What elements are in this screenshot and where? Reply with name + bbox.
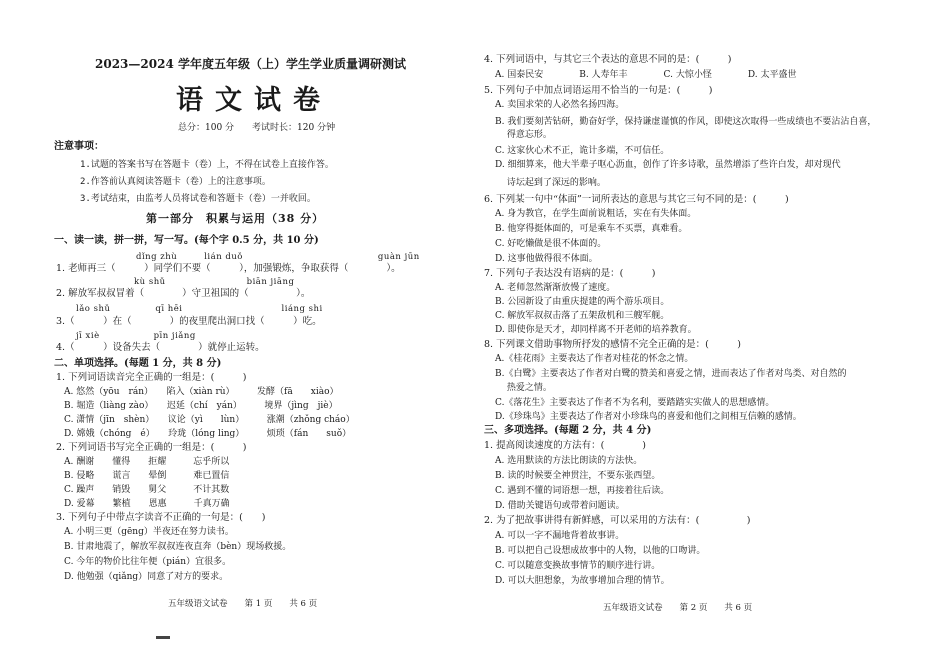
pinyin-line: lǎo shǔ qī hēi liáng shi bbox=[76, 304, 323, 314]
option-line: C. 躁声 销毁 舅父 不计其数 bbox=[64, 485, 230, 495]
option-line: C. 潇情（jīn shèn） 议论（yì lùn） 涨潮（zhǒng cháo） bbox=[64, 415, 355, 425]
section-one-heading: 一、读一读，拼一拼，写一写。(每个字 0.5 分，共 10 分) bbox=[54, 235, 319, 246]
option-line: D. 这事他做得很不体面。 bbox=[495, 254, 598, 264]
option-line: B. 侵略 谎言 晕倒 难已置信 bbox=[64, 471, 230, 481]
option-line: B. 我们要刻苦钻研，勤奋好学，保持谦虚谨慎的作风，即使这次取得一些成绩也不要沾沾自喜， bbox=[495, 117, 877, 127]
section-three-heading: 三、多项选择。(每题 2 分，共 4 分) bbox=[484, 425, 652, 436]
option-line: D. 他勉强（qiǎng）同意了对方的要求。 bbox=[64, 572, 229, 582]
option-line: D. 细细算来，他大半辈子呕心沥血，创作了许多诗歌，虽然增添了些许白发，却对现代 bbox=[495, 160, 841, 170]
section-two-heading: 二、单项选择。(每题 1 分，共 8 分) bbox=[54, 358, 222, 369]
option-line: C.《落花生》主要表达了作者不为名利，要踏踏实实做人的思想感情。 bbox=[495, 398, 775, 408]
exam-page-2 bbox=[475, 0, 950, 672]
option-line: 得意忘形。 bbox=[495, 130, 552, 140]
fill-question: 2. 解放军叔叔冒着（ ）守卫祖国的（ ）。 bbox=[56, 288, 311, 299]
fill-question: 1. 老师再三（ ）同学们不要（ ），加强锻炼，争取获得（ ）。 bbox=[56, 263, 401, 274]
option-line: B. 堀造（liàng zào） 迟延（chí yán） 境界（jìng jiè） bbox=[64, 401, 338, 411]
subject-title: 语文试卷 bbox=[176, 85, 332, 116]
option-line: A. 酬谢 懂得 拒耀 忘乎所以 bbox=[64, 457, 230, 467]
page-footer: 五年级语文试卷 第 2 页 共 6 页 bbox=[603, 603, 753, 613]
option-line: 诗坛起到了深远的影响。 bbox=[495, 178, 606, 188]
page-footer: 五年级语文试卷 第 1 页 共 6 页 bbox=[168, 599, 318, 609]
pinyin-line: dǐng zhù lián duǒ guàn jūn bbox=[136, 252, 420, 262]
option-line: A. 选用默读的方法比朗读的方法快。 bbox=[495, 456, 643, 466]
pinyin-line: jī xiè pīn jiǎng bbox=[76, 331, 196, 341]
fill-question: 3.（ ）在（ ）的夜里爬出洞口找（ ）吃。 bbox=[56, 316, 322, 327]
option-line: B.《白鹭》主要表达了作者对白鹭的赞美和喜爱之情，进而表达了作者对鸟类、对自然的 bbox=[495, 369, 847, 379]
question-stem: 2. 为了把故事讲得有新鲜感，可以采用的方法有：( ) bbox=[484, 515, 751, 526]
question-stem: 7. 下列句子表达没有语病的是：( ) bbox=[484, 268, 656, 279]
option-line: C. 今年的物价比往年便（pián）宜很多。 bbox=[64, 557, 232, 567]
question-stem: 3. 下列句子中带点字读音不正确的一句是：( ) bbox=[56, 512, 266, 523]
option-line: A. 国泰民安 B. 人寿年丰 C. 大惊小怪 D. 太平盛世 bbox=[495, 70, 797, 80]
question-stem: 2. 下列词语书写完全正确的一组是：( ) bbox=[56, 442, 247, 453]
exam-title: 2023—2024 学年度五年级（上）学生学业质量调研测试 bbox=[95, 57, 406, 71]
option-line: C. 可以随意变换故事情节的顺序进行讲。 bbox=[495, 561, 661, 571]
option-line: C. 这家伙心术不正，诡计多端，不可信任。 bbox=[495, 146, 670, 156]
option-line: A. 悠然（yōu rán） 陷入（xiàn rù） 发酵（fā xiào） bbox=[64, 387, 339, 397]
notice-item: 2.作答前认真阅读答题卡（卷）上的注意事项。 bbox=[80, 177, 271, 187]
option-line: C. 好吃懒做是很不体面的。 bbox=[495, 239, 607, 249]
option-line: 热爱之情。 bbox=[495, 383, 552, 393]
option-line: B. 读的时候要全神贯注，不要东张西望。 bbox=[495, 471, 661, 481]
option-line: B. 公园新设了由重庆提建的两个游乐项目。 bbox=[495, 297, 670, 307]
option-line: A. 卖国求荣的人必然名扬四海。 bbox=[495, 100, 625, 110]
pinyin-line: kù shǔ biān jiāng bbox=[134, 277, 295, 287]
question-stem: 8. 下列课文借助事物所抒发的感情不完全正确的是：( ) bbox=[484, 339, 741, 350]
question-stem: 5. 下列句子中加点词语运用不恰当的一句是：( ) bbox=[484, 85, 713, 96]
option-line: A. 小明三更（gēng）半夜还在努力读书。 bbox=[64, 527, 234, 537]
question-stem: 1. 提高阅读速度的方法有：( ) bbox=[484, 440, 646, 451]
notice-item: 1.试题的答案书写在答题卡（卷）上，不得在试卷上直接作答。 bbox=[80, 160, 334, 170]
option-line: D. 爱幕 繁植 恩惠 千真万确 bbox=[64, 499, 230, 509]
option-line: D. 即使你是天才，却同样离不开老师的培养教育。 bbox=[495, 325, 697, 335]
option-line: B. 甘肃地震了，解放军叔叔连夜直奔（bèn）现场救援。 bbox=[64, 542, 292, 552]
option-line: D.《珍珠鸟》主要表达了作者对小珍珠鸟的喜爱和他们之间相互信赖的感情。 bbox=[495, 412, 802, 422]
question-stem: 6. 下列某一句中“体面”一词所表达的意思与其它三句不同的是：( ) bbox=[484, 194, 789, 205]
option-line: A. 身为教官，在学生面前说粗话，实在有失体面。 bbox=[495, 209, 697, 219]
option-line: D. 嫦娥（chóng é） 玲珑（lóng ling） 烦琐（fán suǒ） bbox=[64, 429, 352, 439]
notice-heading: 注意事项： bbox=[54, 141, 104, 152]
part-one-heading: 第一部分 积累与运用（38 分） bbox=[146, 212, 325, 225]
fill-question: 4.（ ）设备失去（ ）就停止运转。 bbox=[56, 342, 265, 353]
option-line: A.《桂花雨》主要表达了作者对桂花的怀念之情。 bbox=[495, 354, 694, 364]
question-stem: 1. 下列词语读音完全正确的一组是：( ) bbox=[56, 372, 247, 383]
option-line: D. 可以大胆想象，为故事增加合理的情节。 bbox=[495, 576, 670, 586]
option-line: D. 借助关键语句或带着问题读。 bbox=[495, 501, 625, 511]
exam-info: 总分：100 分 考试时长：120 分钟 bbox=[178, 123, 336, 133]
notice-item: 3.考试结束，由监考人员将试卷和答题卡（卷）一并收回。 bbox=[80, 194, 316, 204]
option-line: B. 他穿得挺体面的，可是乘车不买票，真难看。 bbox=[495, 224, 688, 234]
scan-mark bbox=[156, 636, 170, 639]
option-line: B. 可以把自己设想成故事中的人物，以他的口吻讲。 bbox=[495, 546, 706, 556]
question-stem: 4. 下列词语中，与其它三个表达的意思不同的是：( ) bbox=[484, 54, 732, 65]
option-line: A. 可以一字不漏地背着故事讲。 bbox=[495, 531, 625, 541]
option-line: C. 遇到不懂的词语想一想，再接着往后读。 bbox=[495, 486, 670, 496]
option-line: C. 解放军叔叔击落了五架敌机和三艘军舰。 bbox=[495, 311, 670, 321]
option-line: A. 老师忽然渐渐放慢了速度。 bbox=[495, 283, 616, 293]
